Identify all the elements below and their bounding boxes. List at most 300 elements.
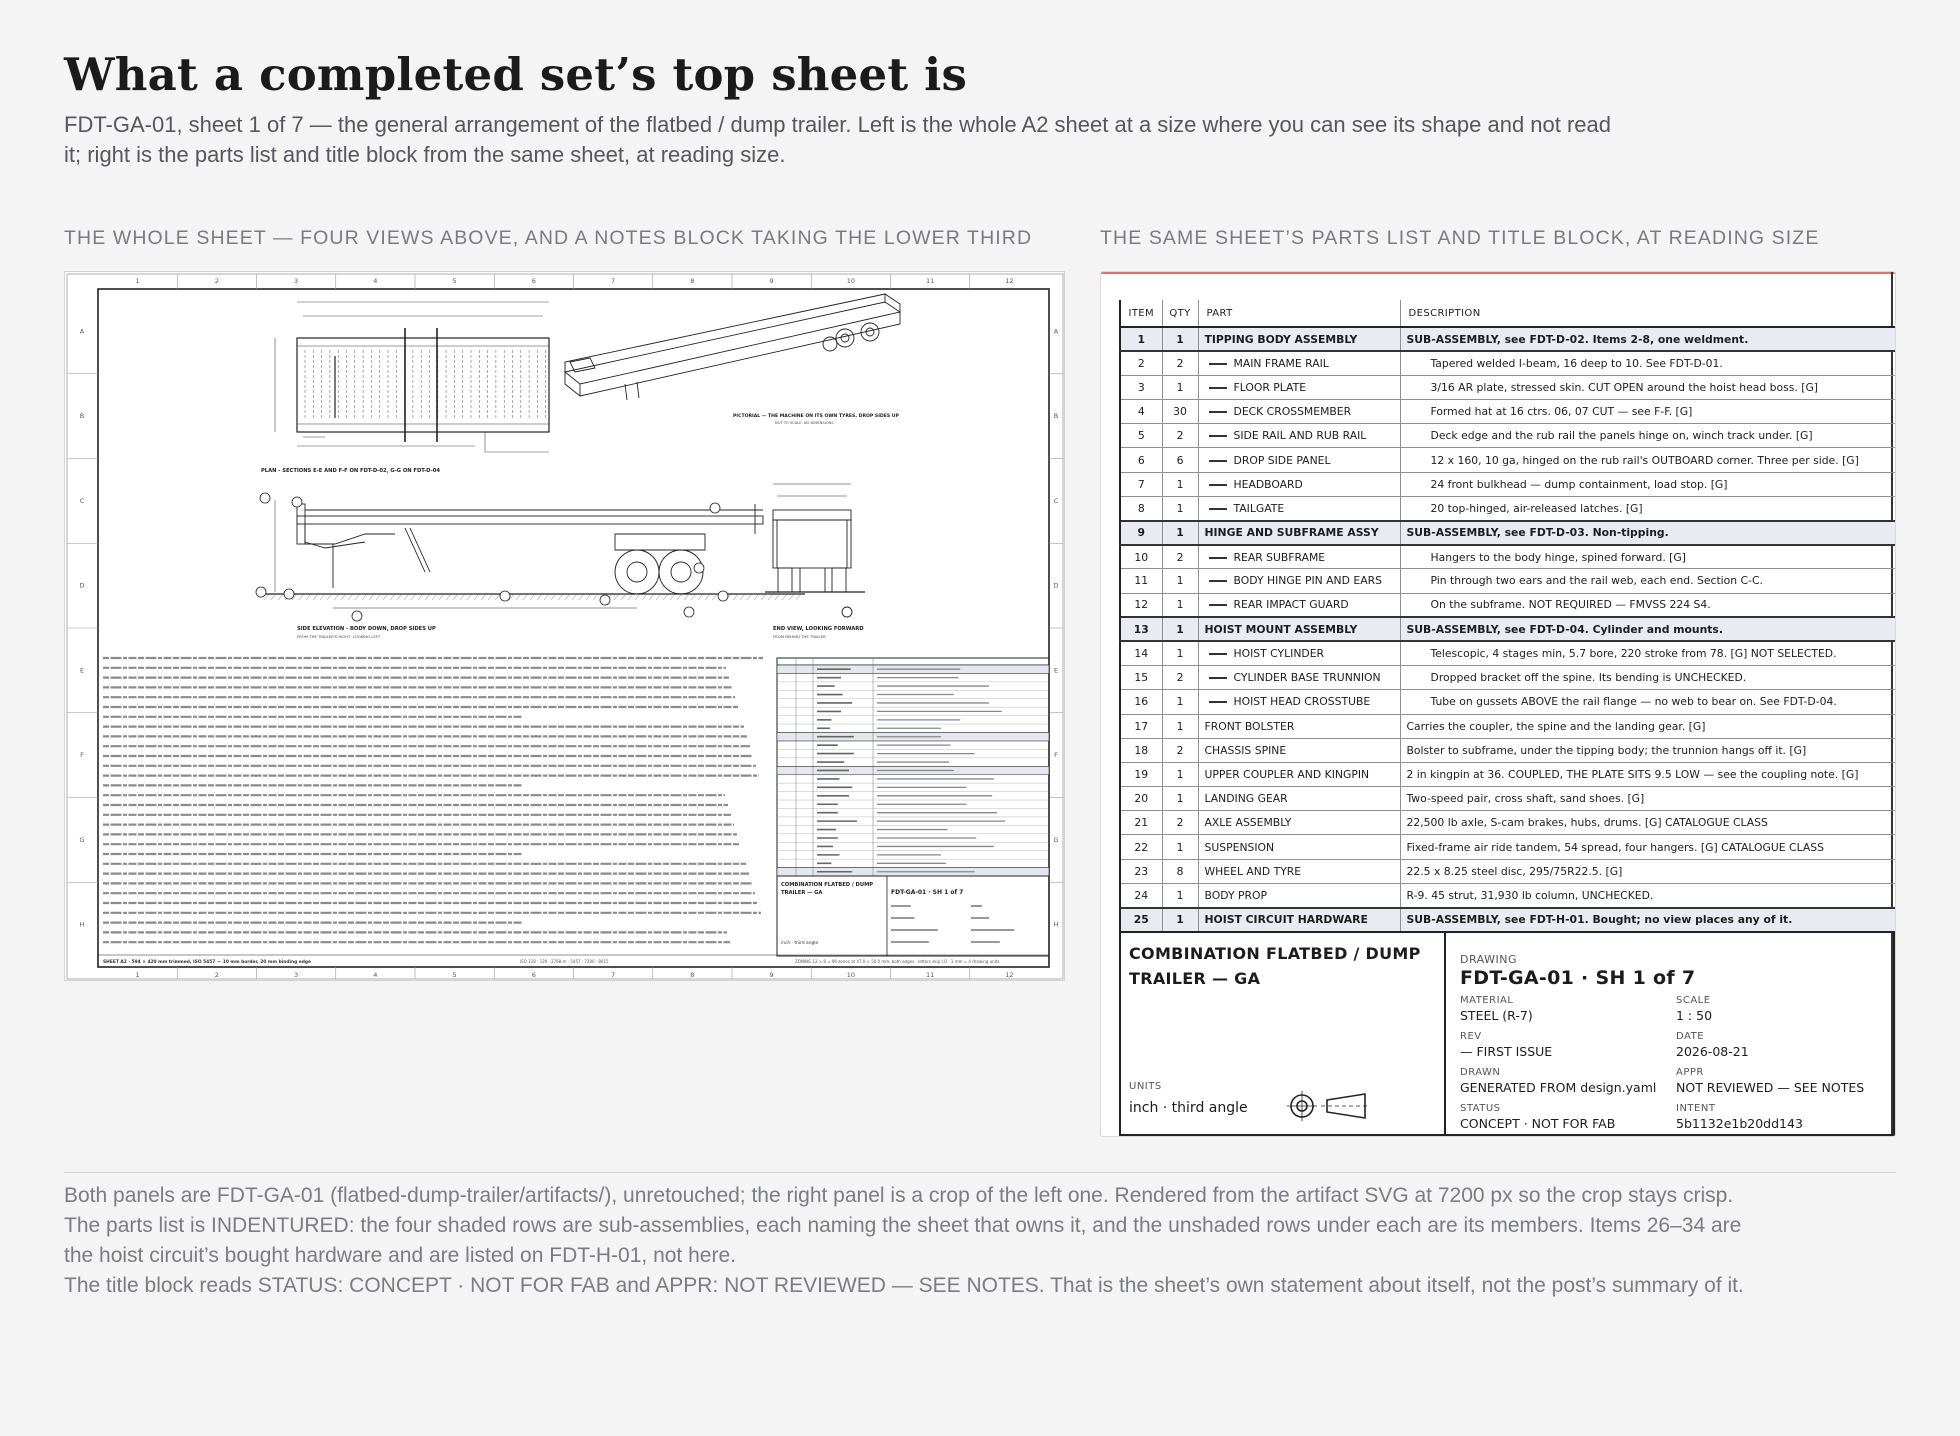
item-qty-text: 1 — [1176, 622, 1184, 636]
part-name-text: DECK CROSSMEMBER — [1233, 405, 1352, 419]
item-qty-text: 1 — [1176, 840, 1184, 854]
part-name-text: WHEEL AND TYRE — [1204, 864, 1302, 878]
parts-list-row — [1120, 472, 1896, 496]
item-qty-text: 1 — [1176, 913, 1184, 927]
indent-dash-icon — [1209, 580, 1227, 582]
item-qty-text: 1 — [1176, 332, 1184, 346]
item-number — [1120, 835, 1162, 859]
zone-column-label: 7 — [611, 277, 616, 285]
item-number-text: 10 — [1134, 550, 1149, 564]
part-description — [1400, 811, 1896, 835]
part-description — [1400, 859, 1896, 883]
part-name-text: LANDING GEAR — [1204, 792, 1288, 806]
part-name — [1198, 811, 1400, 835]
item-number-text: 25 — [1133, 913, 1149, 927]
caption-note: The title block reads STATUS: CONCEPT · NOT FOR FAB and APPR: NOT REVIEWED — SEE NOTES. That is the sheet’s own statement about itself, not the post’s summary of it. — [64, 1274, 1744, 1297]
parts-list-row — [1120, 738, 1896, 762]
part-description-text: Pin through two ears and the rail web, each end. Section C-C. — [1430, 574, 1763, 588]
parts-list-subassembly-row — [1120, 617, 1896, 641]
part-name-text: HOIST CIRCUIT HARDWARE — [1204, 913, 1368, 927]
part-name-text: REAR SUBFRAME — [1233, 550, 1326, 564]
parts-list-row — [1120, 424, 1896, 448]
part-name-text: BODY PROP — [1204, 888, 1267, 902]
part-description-text: 24 front bulkhead — dump containment, load stop. [G] — [1430, 477, 1728, 491]
part-description-text: Carries the coupler, the spine and the landing gear. [G] — [1406, 719, 1706, 733]
item-qty — [1162, 351, 1198, 375]
item-qty-text: 2 — [1176, 816, 1184, 830]
svg-text:FDT-GA-01 · SH 1 of 7: FDT-GA-01 · SH 1 of 7 — [891, 889, 964, 896]
parts-list-row — [1120, 690, 1896, 714]
part-description — [1400, 714, 1896, 738]
material-label: MATERIAL — [1460, 995, 1514, 1006]
item-qty — [1162, 424, 1198, 448]
appr-value: NOT REVIEWED — SEE NOTES — [1676, 1080, 1865, 1095]
item-qty-text: 1 — [1176, 574, 1184, 588]
item-number — [1120, 617, 1162, 641]
col-header-qty: QTY — [1162, 300, 1198, 327]
item-qty-text: 1 — [1176, 477, 1184, 491]
part-description — [1400, 448, 1896, 472]
parts-list-table — [1119, 300, 1896, 933]
zone-row-label: B — [1053, 412, 1059, 421]
item-qty-text: 1 — [1176, 695, 1184, 709]
item-number — [1120, 666, 1162, 690]
item-qty-text: 30 — [1173, 405, 1187, 419]
parts-list-row — [1120, 496, 1896, 520]
part-name — [1198, 859, 1400, 883]
parts-list-row — [1120, 762, 1896, 786]
part-name-text: SIDE RAIL AND RUB RAIL — [1233, 429, 1367, 443]
parts-list-subassembly-row — [1120, 908, 1896, 932]
date-value: 2026-08-21 — [1676, 1044, 1749, 1059]
item-number-text: 18 — [1134, 743, 1149, 757]
part-name — [1198, 666, 1400, 690]
intent-value: 5b1132e1b20dd143 — [1676, 1116, 1803, 1131]
parts-list-row — [1120, 448, 1896, 472]
part-description-text: 3/16 AR plate, stressed skin. CUT OPEN around the hoist head boss. [G] — [1430, 380, 1819, 394]
item-number-text: 24 — [1134, 888, 1149, 902]
part-description — [1400, 400, 1896, 424]
part-description — [1400, 641, 1896, 665]
item-qty-text: 2 — [1176, 743, 1184, 757]
part-name — [1198, 569, 1400, 593]
crop-edge-rule — [1101, 272, 1895, 274]
parts-list-subassembly-row — [1120, 327, 1896, 351]
zone-column-label: 7 — [611, 971, 616, 979]
item-number-text: 15 — [1134, 671, 1149, 685]
zone-column-label: 1 — [135, 971, 140, 979]
part-description-text: Deck edge and the rub rail the panels hinge on, winch track under. [G] — [1430, 429, 1813, 443]
part-name-text: HEADBOARD — [1233, 477, 1303, 491]
zone-column-label: 6 — [531, 971, 536, 979]
part-description — [1400, 883, 1896, 907]
drawing-number: FDT-GA-01 · SH 1 of 7 — [1460, 967, 1696, 989]
part-description-text: 22,500 lb axle, S-cam brakes, hubs, drums. [G] CATALOGUE CLASS — [1406, 816, 1768, 830]
part-name-text: TIPPING BODY ASSEMBLY — [1204, 332, 1358, 346]
item-number-text: 1 — [1137, 332, 1145, 346]
parts-list-row — [1120, 593, 1896, 617]
item-number-text: 21 — [1134, 816, 1149, 830]
zone-column-label: 3 — [294, 277, 299, 285]
part-description — [1400, 424, 1896, 448]
part-description — [1400, 835, 1896, 859]
item-qty — [1162, 811, 1198, 835]
part-description — [1400, 690, 1896, 714]
zone-row-label: B — [79, 412, 85, 421]
left-panel-label: THE WHOLE SHEET — FOUR VIEWS ABOVE, AND A NOTES BLOCK TAKING THE LOWER THIRD — [64, 227, 1033, 249]
part-name — [1198, 641, 1400, 665]
item-number — [1120, 424, 1162, 448]
item-number — [1120, 690, 1162, 714]
item-qty-text: 1 — [1176, 598, 1184, 612]
title-block — [1119, 931, 1895, 1136]
whole-sheet-panel — [64, 271, 1065, 981]
part-description-text: SUB-ASSEMBLY, see FDT-H-01. Bought; no view places any of it. — [1406, 913, 1793, 927]
zone-column-label: 2 — [214, 277, 219, 285]
item-qty — [1162, 690, 1198, 714]
zone-column-label: 9 — [769, 277, 774, 285]
part-name-text: FLOOR PLATE — [1233, 380, 1307, 394]
status-label: STATUS — [1460, 1103, 1501, 1114]
part-name — [1198, 375, 1400, 399]
item-number-text: 8 — [1137, 501, 1145, 515]
zone-column-label: 1 — [135, 277, 140, 285]
item-qty — [1162, 835, 1198, 859]
item-qty — [1162, 569, 1198, 593]
item-number-text: 4 — [1137, 405, 1145, 419]
item-qty-text: 1 — [1176, 501, 1184, 515]
part-name-text: AXLE ASSEMBLY — [1204, 816, 1292, 830]
item-qty — [1162, 762, 1198, 786]
item-qty — [1162, 472, 1198, 496]
zone-row-label: G — [1053, 835, 1059, 844]
part-description-text: 12 x 160, 10 ga, hinged on the rub rail's OUTBOARD corner. Three per side. [G] — [1430, 453, 1859, 467]
item-qty-text: 1 — [1176, 719, 1184, 733]
parts-list-row — [1120, 835, 1896, 859]
caption-note: The parts list is INDENTURED: the four shaded rows are sub-assemblies, each naming the sheet that owns it, and the unshaded rows under each are its members. Items 26–34 are the hoist circuit’s bought hardware and are listed on FDT-H-01, not here. — [64, 1214, 1742, 1267]
item-qty-text: 1 — [1176, 647, 1184, 661]
zone-row-label: A — [1053, 327, 1059, 336]
item-qty — [1162, 714, 1198, 738]
item-qty — [1162, 883, 1198, 907]
title-block-name: COMBINATION FLATBED / DUMP TRAILER — GA — [1129, 944, 1421, 988]
item-qty — [1162, 496, 1198, 520]
zone-row-label: F — [80, 751, 84, 760]
item-number — [1120, 883, 1162, 907]
part-name — [1198, 472, 1400, 496]
item-qty — [1162, 641, 1198, 665]
zone-column-label: 10 — [846, 971, 856, 979]
part-name — [1198, 496, 1400, 520]
part-name — [1198, 787, 1400, 811]
part-name — [1198, 762, 1400, 786]
item-qty — [1162, 521, 1198, 545]
indent-dash-icon — [1209, 363, 1227, 365]
zone-row-label: H — [79, 920, 85, 929]
part-name-text: CYLINDER BASE TRUNNION — [1233, 671, 1381, 685]
item-number-text: 6 — [1137, 453, 1145, 467]
part-description-text: 22.5 x 8.25 steel disc, 295/75R22.5. [G] — [1406, 864, 1623, 878]
part-description-text: SUB-ASSEMBLY, see FDT-D-03. Non-tipping. — [1406, 526, 1669, 540]
item-qty — [1162, 908, 1198, 932]
part-name-text: HOIST HEAD CROSSTUBE — [1233, 695, 1371, 709]
item-number-text: 19 — [1134, 767, 1149, 781]
part-description-text: Telescopic, 4 stages min, 5.7 bore, 220 stroke from 78. [G] NOT SELECTED. — [1430, 647, 1837, 661]
parts-list-row — [1120, 811, 1896, 835]
whole-sheet-drawing — [65, 272, 1065, 981]
parts-list-row — [1120, 787, 1896, 811]
part-name-text: MAIN FRAME RAIL — [1233, 357, 1329, 371]
item-number-text: 3 — [1137, 380, 1145, 394]
appr-label: APPR — [1676, 1067, 1704, 1078]
pictorial-view-title: PICTORIAL — THE MACHINE ON ITS OWN TYRES, DROP SIDES UP — [733, 414, 899, 419]
zone-row-label: H — [1053, 920, 1059, 929]
part-name-text: REAR IMPACT GUARD — [1233, 598, 1349, 612]
notes-divider — [64, 1172, 1896, 1173]
part-description — [1400, 496, 1896, 520]
indent-dash-icon — [1209, 411, 1227, 413]
item-number — [1120, 545, 1162, 569]
item-number-text: 22 — [1134, 840, 1149, 854]
part-name — [1198, 521, 1400, 545]
item-number-text: 12 — [1134, 598, 1149, 612]
part-description — [1400, 545, 1896, 569]
item-qty-text: 2 — [1176, 357, 1184, 371]
indent-dash-icon — [1209, 484, 1227, 486]
parts-list-row — [1120, 641, 1896, 665]
rev-value: — FIRST ISSUE — [1460, 1044, 1553, 1059]
item-qty-text: 2 — [1176, 550, 1184, 564]
part-description — [1400, 787, 1896, 811]
item-qty — [1162, 859, 1198, 883]
part-description-text: Formed hat at 16 ctrs. 06, 07 CUT — see F-F. [G] — [1430, 405, 1693, 419]
part-name — [1198, 835, 1400, 859]
side-view-note: FROM THE TRAILER'S RIGHT, LOOKING LEFT — [297, 634, 381, 639]
part-description-text: Bolster to subframe, under the tipping body; the trunnion hangs off it. [G] — [1406, 743, 1807, 757]
indent-dash-icon — [1209, 435, 1227, 437]
status-value: CONCEPT · NOT FOR FAB — [1460, 1116, 1616, 1131]
part-description-text: On the subframe. NOT REQUIRED — FMVSS 224 S4. — [1430, 598, 1711, 612]
third-angle-projection-icon — [1287, 1091, 1369, 1121]
zone-row-label: G — [79, 835, 85, 844]
part-name-text: HOIST CYLINDER — [1233, 647, 1325, 661]
part-description-text: Tube on gussets ABOVE the rail flange — no web to bear on. See FDT-D-04. — [1430, 695, 1837, 709]
indent-dash-icon — [1209, 653, 1227, 655]
parts-list-row — [1120, 569, 1896, 593]
item-qty — [1162, 787, 1198, 811]
drawn-label: DRAWN — [1460, 1067, 1501, 1078]
scale-label: SCALE — [1676, 995, 1711, 1006]
col-header-item: ITEM — [1120, 300, 1162, 327]
part-name — [1198, 424, 1400, 448]
indent-dash-icon — [1209, 508, 1227, 510]
part-name — [1198, 908, 1400, 932]
part-name-text: BODY HINGE PIN AND EARS — [1233, 574, 1382, 588]
part-name-text: SUSPENSION — [1204, 840, 1275, 854]
date-label: DATE — [1676, 1031, 1705, 1042]
part-name-text: HINGE AND SUBFRAME ASSY — [1204, 526, 1379, 540]
units-value: inch · third angle — [1129, 1100, 1248, 1116]
parts-list-row — [1120, 859, 1896, 883]
caption-notes — [64, 1181, 1764, 1301]
item-number-text: 9 — [1137, 526, 1145, 540]
item-number — [1120, 351, 1162, 375]
zone-row-label: E — [79, 666, 85, 675]
zone-column-label: 3 — [294, 971, 299, 979]
parts-list-row — [1120, 714, 1896, 738]
intent-label: INTENT — [1676, 1103, 1716, 1114]
scale-value: 1 : 50 — [1676, 1008, 1713, 1023]
item-number — [1120, 714, 1162, 738]
end-view-note: FROM BEHIND THE TRAILER — [773, 634, 826, 639]
zone-column-label: 4 — [373, 277, 378, 285]
units-label: UNITS — [1129, 1081, 1162, 1092]
item-number-text: 11 — [1134, 574, 1149, 588]
item-number — [1120, 496, 1162, 520]
item-number — [1120, 738, 1162, 762]
zone-column-label: 12 — [1005, 971, 1014, 979]
zone-column-label: 8 — [690, 971, 695, 979]
part-name-text: TAILGATE — [1233, 501, 1285, 515]
item-qty-text: 1 — [1176, 380, 1184, 394]
item-number — [1120, 787, 1162, 811]
zone-column-label: 5 — [452, 277, 457, 285]
part-description — [1400, 666, 1896, 690]
part-name — [1198, 448, 1400, 472]
part-name — [1198, 617, 1400, 641]
part-name — [1198, 738, 1400, 762]
item-number-text: 17 — [1134, 719, 1149, 733]
part-description — [1400, 738, 1896, 762]
parts-list-row — [1120, 545, 1896, 569]
item-qty — [1162, 375, 1198, 399]
side-view-title: SIDE ELEVATION - BODY DOWN, DROP SIDES UP — [297, 626, 436, 632]
item-number-text: 16 — [1134, 695, 1149, 709]
part-description — [1400, 617, 1896, 641]
parts-list-row — [1120, 883, 1896, 907]
item-number — [1120, 327, 1162, 351]
zone-column-label: 8 — [690, 277, 695, 285]
right-panel-label: THE SAME SHEET’S PARTS LIST AND TITLE BLOCK, AT READING SIZE — [1100, 227, 1820, 249]
part-description — [1400, 521, 1896, 545]
part-description-text: R-9. 45 strut, 31,930 lb column, UNCHECKED. — [1406, 888, 1654, 902]
indent-dash-icon — [1209, 701, 1227, 703]
end-view-title: END VIEW, LOOKING FORWARD — [773, 626, 864, 632]
part-description — [1400, 327, 1896, 351]
part-description-text: 2 in kingpin at 36. COUPLED, THE PLATE SITS 9.5 LOW — see the coupling note. [G] — [1406, 767, 1859, 781]
part-name — [1198, 327, 1400, 351]
zone-column-label: 11 — [925, 971, 935, 979]
part-name — [1198, 400, 1400, 424]
part-description — [1400, 375, 1896, 399]
parts-list-row — [1120, 666, 1896, 690]
item-number — [1120, 521, 1162, 545]
item-number — [1120, 400, 1162, 424]
part-description — [1400, 762, 1896, 786]
sheet-footer-standards: ISO 128 · 129 · 2768-m · 5457 · 7200 · 8015 — [520, 959, 609, 964]
item-qty — [1162, 327, 1198, 351]
item-qty-text: 6 — [1176, 453, 1184, 467]
zone-column-label: 11 — [925, 277, 935, 285]
item-qty-text: 1 — [1176, 526, 1184, 540]
item-number — [1120, 811, 1162, 835]
item-number — [1120, 641, 1162, 665]
parts-list-subassembly-row — [1120, 521, 1896, 545]
zone-row-label: C — [1053, 496, 1059, 505]
part-name — [1198, 545, 1400, 569]
part-description-text: SUB-ASSEMBLY, see FDT-D-04. Cylinder and mounts. — [1406, 622, 1723, 636]
zone-row-label: A — [79, 327, 85, 336]
drawn-value: GENERATED FROM design.yaml — [1460, 1080, 1657, 1095]
item-qty — [1162, 593, 1198, 617]
indent-dash-icon — [1209, 604, 1227, 606]
item-number-text: 14 — [1134, 647, 1149, 661]
parts-list-row — [1120, 351, 1896, 375]
svg-text:COMBINATION FLATBED / DUMP: COMBINATION FLATBED / DUMP — [781, 882, 874, 888]
item-qty-text: 1 — [1176, 792, 1184, 806]
item-qty-text: 1 — [1176, 888, 1184, 902]
item-number-text: 5 — [1137, 429, 1145, 443]
indent-dash-icon — [1209, 677, 1227, 679]
part-name-text: CHASSIS SPINE — [1204, 743, 1287, 757]
item-qty-text: 2 — [1176, 671, 1184, 685]
zone-row-label: F — [1054, 751, 1058, 760]
part-description-text: Hangers to the body hinge, spined forward. [G] — [1430, 550, 1686, 564]
part-description-text: Tapered welded I-beam, 16 deep to 10. See FDT-D-01. — [1430, 357, 1723, 371]
item-qty — [1162, 666, 1198, 690]
plan-view-title: PLAN - SECTIONS E-E AND F-F ON FDT-D-02, G-G ON FDT-D-04 — [261, 468, 440, 474]
item-qty-text: 1 — [1176, 767, 1184, 781]
item-number-text: 23 — [1134, 864, 1149, 878]
caption-note: Both panels are FDT-GA-01 (flatbed-dump-trailer/artifacts/), unretouched; the right panel is a crop of the left one. Rendered from the artifact SVG at 7200 px so the crop stays crisp. — [64, 1184, 1734, 1207]
zone-column-label: 12 — [1005, 277, 1014, 285]
part-description — [1400, 569, 1896, 593]
material-value: STEEL (R-7) — [1460, 1008, 1533, 1023]
part-name-text: UPPER COUPLER AND KINGPIN — [1204, 767, 1370, 781]
item-number — [1120, 762, 1162, 786]
item-number — [1120, 375, 1162, 399]
part-name — [1198, 714, 1400, 738]
item-qty — [1162, 545, 1198, 569]
item-qty — [1162, 617, 1198, 641]
item-number-text: 7 — [1137, 477, 1145, 491]
indent-dash-icon — [1209, 557, 1227, 559]
item-qty-text: 8 — [1176, 864, 1184, 878]
zone-row-label: D — [79, 581, 85, 590]
zone-row-label: C — [79, 496, 85, 505]
rev-label: REV — [1460, 1031, 1482, 1042]
part-description — [1400, 593, 1896, 617]
part-description — [1400, 472, 1896, 496]
part-description-text: 20 top-hinged, air-released latches. [G] — [1430, 501, 1643, 515]
parts-list-row — [1120, 400, 1896, 424]
zone-column-label: 10 — [846, 277, 856, 285]
part-name-text: FRONT BOLSTER — [1204, 719, 1295, 733]
zone-column-label: 6 — [531, 277, 536, 285]
drawing-label: DRAWING — [1460, 953, 1517, 966]
item-number — [1120, 859, 1162, 883]
parts-list-header-row — [1120, 300, 1896, 327]
part-name — [1198, 593, 1400, 617]
parts-list-crop-panel — [1100, 271, 1896, 1137]
item-number — [1120, 593, 1162, 617]
item-number — [1120, 472, 1162, 496]
item-qty — [1162, 400, 1198, 424]
part-description-text: Two-speed pair, cross shaft, sand shoes. [G] — [1406, 792, 1645, 806]
svg-text:TRAILER — GA: TRAILER — GA — [781, 890, 823, 896]
item-number — [1120, 448, 1162, 472]
item-qty-text: 2 — [1176, 429, 1184, 443]
